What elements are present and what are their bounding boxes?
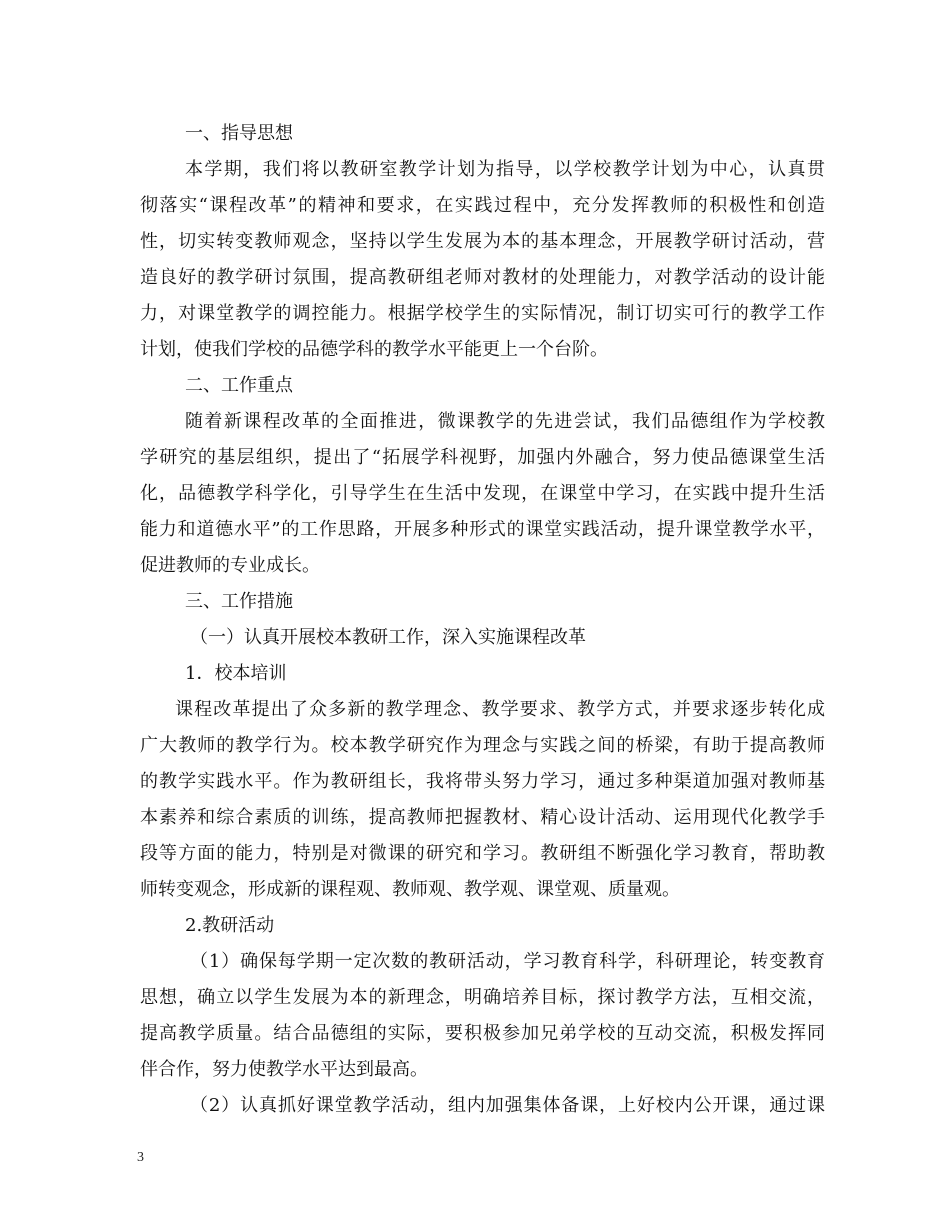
text-line: 广大教师的教学行为。校本教学研究作为理念与实践之间的桥梁，有助于提高教师 <box>140 735 825 756</box>
text-line: 力，对课堂教学的调控能力。根据学校学生的实际情况，制订切实可行的教学工作 <box>140 303 825 324</box>
text-line: 一、指导思想 <box>185 123 293 144</box>
text-line: 1．校本培训 <box>185 663 287 684</box>
text-line: 造良好的教学研讨氛围，提高教研组老师对教材的处理能力，对教学活动的设计能 <box>140 267 825 288</box>
text-line: 二、工作重点 <box>185 375 293 396</box>
text-line: 段等方面的能力，特别是对微课的研究和学习。教研组不断强化学习教育，帮助教 <box>140 843 825 864</box>
text-line: 伴合作，努力使教学水平达到最高。 <box>140 1059 428 1080</box>
text-line: 思想，确立以学生发展为本的新理念，明确培养目标，探讨教学方法，互相交流， <box>140 987 825 1008</box>
text-line: 三、工作措施 <box>185 591 293 612</box>
text-line: 计划，使我们学校的品德学科的教学水平能更上一个台阶。 <box>140 339 608 360</box>
text-line: 本素养和综合素质的训练，提高教师把握教材、精心设计活动、运用现代化教学手 <box>140 807 825 828</box>
text-line: 师转变观念，形成新的课程观、教师观、教学观、课堂观、质量观。 <box>140 879 680 900</box>
text-line: 课程改革提出了众多新的教学理念、教学要求、教学方式，并要求逐步转化成 <box>175 699 825 720</box>
text-line: 2.教研活动 <box>185 915 275 936</box>
document-body <box>140 116 825 1124</box>
text-line: 化，品德教学科学化，引导学生在生活中发现，在课堂中学习，在实践中提升生活 <box>140 483 825 504</box>
text-line: 彻落实“课程改革”的精神和要求，在实践过程中，充分发挥教师的积极性和创造 <box>140 195 825 216</box>
page-number: 3 <box>137 1150 144 1165</box>
text-line: （2）认真抓好课堂教学活动，组内加强集体备课，上好校内公开课，通过课 <box>190 1095 825 1116</box>
text-line: 随着新课程改革的全面推进，微课教学的先进尝试，我们品德组作为学校教 <box>185 411 825 432</box>
text-line: 能力和道德水平”的工作思路，开展多种形式的课堂实践活动，提升课堂教学水平， <box>140 519 825 540</box>
text-line: （1）确保每学期一定次数的教研活动，学习教育科学，科研理论，转变教育 <box>190 951 825 972</box>
text-line: （一）认真开展校本教研工作，深入实施课程改革 <box>190 627 586 648</box>
text-line: 本学期，我们将以教研室教学计划为指导，以学校教学计划为中心，认真贯 <box>185 159 825 180</box>
text-line: 提高教学质量。结合品德组的实际，要积极参加兄弟学校的互动交流，积极发挥同 <box>140 1023 825 1044</box>
text-line: 性，切实转变教师观念，坚持以学生发展为本的基本理念，开展教学研讨活动，营 <box>140 231 825 252</box>
text-line: 促进教师的专业成长。 <box>140 555 320 576</box>
text-line: 的教学实践水平。作为教研组长，我将带头努力学习，通过多种渠道加强对教师基 <box>140 771 825 792</box>
text-line: 学研究的基层组织，提出了“拓展学科视野，加强内外融合，努力使品德课堂生活 <box>140 447 825 468</box>
